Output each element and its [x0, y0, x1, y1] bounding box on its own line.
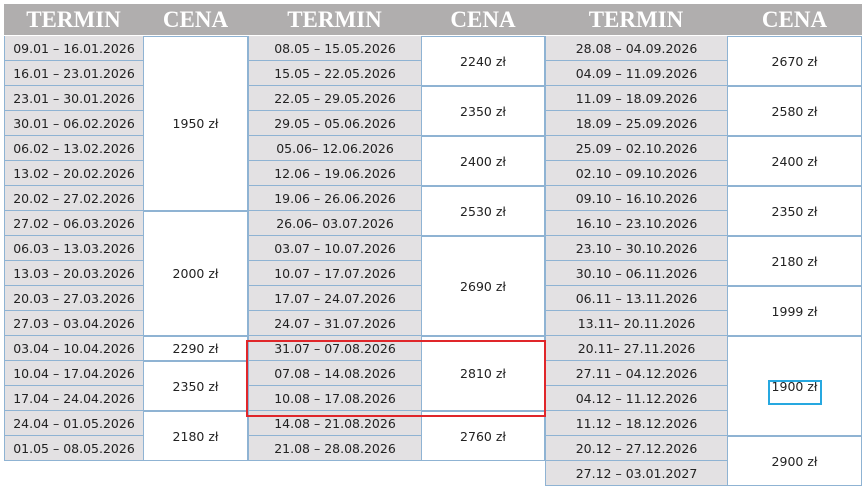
date-cell: 30.10 – 06.11.2026	[545, 261, 727, 286]
date-cell: 25.09 – 02.10.2026	[545, 136, 727, 161]
date-cell: 16.10 – 23.10.2026	[545, 211, 727, 236]
price-cell: 1999 zł	[727, 286, 862, 336]
date-cell: 13.03 – 20.03.2026	[4, 261, 143, 286]
price-cell: 2350 zł	[727, 186, 862, 236]
date-cell: 27.03 – 03.04.2026	[4, 311, 143, 336]
date-cell: 11.12 – 18.12.2026	[545, 411, 727, 436]
date-cell: 03.04 – 10.04.2026	[4, 336, 143, 361]
date-cell: 10.04 – 17.04.2026	[4, 361, 143, 386]
date-cell: 27.11 – 04.12.2026	[545, 361, 727, 386]
date-cell: 06.11 – 13.11.2026	[545, 286, 727, 311]
price-cell: 2350 zł	[143, 361, 248, 411]
date-cell: 19.06 – 26.06.2026	[248, 186, 421, 211]
date-cell: 06.02 – 13.02.2026	[4, 136, 143, 161]
price-cell: 2530 zł	[421, 186, 545, 236]
date-cell: 21.08 – 28.08.2026	[248, 436, 421, 461]
price-cell: 1900 zł	[727, 336, 862, 436]
date-cell: 22.05 – 29.05.2026	[248, 86, 421, 111]
date-cell: 31.07 – 07.08.2026	[248, 336, 421, 361]
date-cell: 20.11– 27.11.2026	[545, 336, 727, 361]
price-cell: 1950 zł	[143, 36, 248, 211]
price-cell: 2900 zł	[727, 436, 862, 486]
price-cell: 2350 zł	[421, 86, 545, 136]
date-cell: 12.06 – 19.06.2026	[248, 161, 421, 186]
price-cell: 2240 zł	[421, 36, 545, 86]
date-cell: 20.03 – 27.03.2026	[4, 286, 143, 311]
date-cell: 13.11– 20.11.2026	[545, 311, 727, 336]
date-cell: 02.10 – 09.10.2026	[545, 161, 727, 186]
date-cell: 14.08 – 21.08.2026	[248, 411, 421, 436]
date-cell: 03.07 – 10.07.2026	[248, 236, 421, 261]
price-cell: 2290 zł	[143, 336, 248, 361]
price-cell: 2580 zł	[727, 86, 862, 136]
header-termin: TERMIN	[545, 4, 727, 35]
date-cell: 01.05 – 08.05.2026	[4, 436, 143, 461]
date-cell: 18.09 – 25.09.2026	[545, 111, 727, 136]
header-cena: CENA	[421, 4, 545, 35]
date-cell: 11.09 – 18.09.2026	[545, 86, 727, 111]
date-cell: 20.02 – 27.02.2026	[4, 186, 143, 211]
date-cell: 17.07 – 24.07.2026	[248, 286, 421, 311]
date-cell: 23.01 – 30.01.2026	[4, 86, 143, 111]
date-cell: 23.10 – 30.10.2026	[545, 236, 727, 261]
price-cell: 2180 zł	[727, 236, 862, 286]
price-cell: 2810 zł	[421, 336, 545, 411]
date-cell: 27.12 – 03.01.2027	[545, 461, 727, 486]
price-cell: 2400 zł	[727, 136, 862, 186]
price-cell: 2180 zł	[143, 411, 248, 461]
date-cell: 26.06– 03.07.2026	[248, 211, 421, 236]
date-cell: 04.12 – 11.12.2026	[545, 386, 727, 411]
header-cena: CENA	[727, 4, 862, 35]
date-cell: 09.10 – 16.10.2026	[545, 186, 727, 211]
date-cell: 08.05 – 15.05.2026	[248, 36, 421, 61]
price-cell: 2000 zł	[143, 211, 248, 336]
header-termin: TERMIN	[4, 4, 143, 35]
date-cell: 27.02 – 06.03.2026	[4, 211, 143, 236]
date-cell: 29.05 – 05.06.2026	[248, 111, 421, 136]
date-cell: 24.04 – 01.05.2026	[4, 411, 143, 436]
date-cell: 13.02 – 20.02.2026	[4, 161, 143, 186]
date-cell: 15.05 – 22.05.2026	[248, 61, 421, 86]
date-cell: 06.03 – 13.03.2026	[4, 236, 143, 261]
date-cell: 04.09 – 11.09.2026	[545, 61, 727, 86]
date-cell: 10.07 – 17.07.2026	[248, 261, 421, 286]
date-cell: 05.06– 12.06.2026	[248, 136, 421, 161]
highlight-blue-box	[768, 380, 822, 405]
header-cena: CENA	[143, 4, 248, 35]
price-cell: 2690 zł	[421, 236, 545, 336]
price-cell: 2670 zł	[727, 36, 862, 86]
highlight-red-box	[246, 340, 546, 417]
price-cell: 2760 zł	[421, 411, 545, 461]
date-cell: 30.01 – 06.02.2026	[4, 111, 143, 136]
date-cell: 16.01 – 23.01.2026	[4, 61, 143, 86]
date-cell: 24.07 – 31.07.2026	[248, 311, 421, 336]
date-cell: 07.08 – 14.08.2026	[248, 361, 421, 386]
date-cell: 20.12 – 27.12.2026	[545, 436, 727, 461]
date-cell: 10.08 – 17.08.2026	[248, 386, 421, 411]
date-cell: 28.08 – 04.09.2026	[545, 36, 727, 61]
date-cell: 09.01 – 16.01.2026	[4, 36, 143, 61]
header-termin: TERMIN	[248, 4, 421, 35]
price-cell: 2400 zł	[421, 136, 545, 186]
date-cell: 17.04 – 24.04.2026	[4, 386, 143, 411]
